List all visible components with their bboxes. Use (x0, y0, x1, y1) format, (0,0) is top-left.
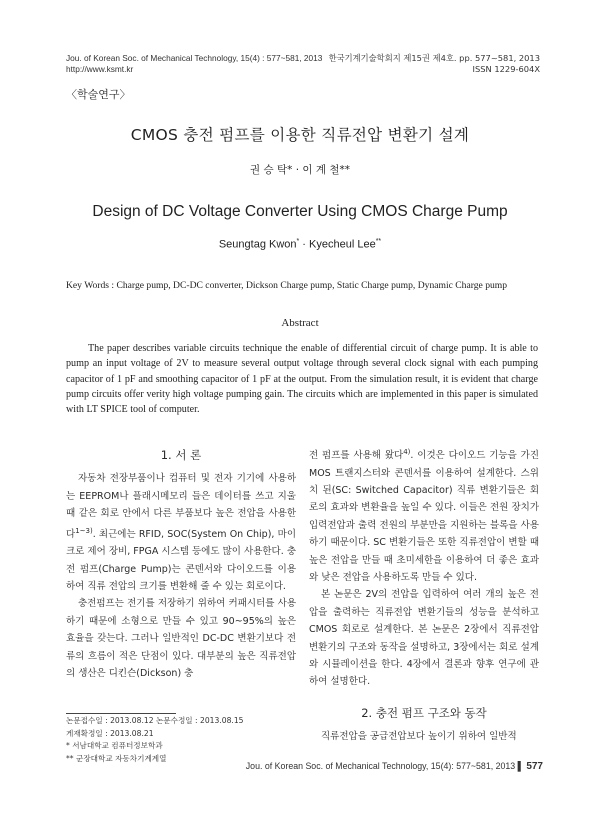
footnote-divider (66, 713, 176, 714)
left-column (66, 447, 296, 682)
issn: ISSN 1229-604X (472, 64, 540, 74)
right-column (309, 444, 539, 746)
author-1-mark: * (296, 238, 300, 245)
journal-header-right (329, 53, 540, 75)
footnote-dates: 논문접수일 : 2013.08.12 논문수정일 : 2013.08.15 (66, 716, 244, 725)
abstract-text: The paper describes variable circuits technique the enable of differential circuit of charge pump. It is able to pump an input voltage of 2V to measure several output voltage through several clock signal with each pumping capacitor of 1 pF and smoothing capacitor of 1 pF at the output. From the simulation result, it is evident that charge pump circuits offer verity high voltage pumping gain. The circuits which are implemented in this paper is simulated with LT SPICE tool of computer. (66, 343, 538, 416)
abstract-title: Abstract (281, 317, 319, 329)
author-2: Kyecheul Lee (309, 238, 376, 251)
paragraph: 직류전압을 공급전압보다 높이기 위하여 일반적 (321, 731, 517, 743)
section-tag: 〈학술연구〉 (66, 88, 131, 101)
authors-korean: 권 승 탁* · 이 계 철** (250, 164, 350, 176)
author-1: Seungtag Kwon (218, 238, 297, 251)
footnotes (66, 715, 244, 765)
authors-english (0, 238, 600, 251)
title-korean: CMOS 충전 펌프를 이용한 직류전압 변환기 설계 (130, 126, 470, 144)
author-separator: · (299, 238, 310, 251)
paragraph: 본 논문은 2V의 전압을 입력하여 여러 개의 높은 전압을 출력하는 직류전압 변환기들의 성능을 분석하고 CMOS 회로로 설계한다. 본 논문은 2장에서 직류전압 변환기의 구조와 동작을 설명하고, 3장에서는 회로 설계와 시뮬레이션을 한다. 4장에서 결론과 향후 연구에 관하여 설명한다. (309, 589, 539, 688)
footer-citation: Jou. of Korean Soc. of Mechanical Technology, 15(4): 577~581, 2013 (245, 761, 516, 771)
journal-citation: Jou. of Korean Soc. of Mechanical Technology, 15(4) : 577~581, 2013 (66, 53, 323, 63)
journal-citation-ko: 한국기계기술학회지 제15권 제4호. pp. 577~581, 2013 (328, 53, 540, 63)
section-heading-charge-pump: 2. 충전 펌프 구조와 동작 (361, 705, 487, 720)
page-footer (246, 761, 543, 772)
paragraph: 자동차 전장부품이나 컴퓨터 및 전자 기기에 사용하는 EEPROM나 플래시메모리 들은 데이터를 쓰고 지울 때 같은 회로 안에서 다른 부품보다 높은 전압을 사용한다$^{1\sim 3)}$. 최근에는 RFID, SOC(System On Chip), 마이크로 제어 장비, FPGA 시스템 등에도 많이 사용한다. 충전 펌프(Charge Pump)는 콘덴서와 다이오드를 이용하여 직류 전압의 크기를 변환해 줄 수 있는 회로이다. (66, 473, 296, 592)
footer-bar: ▌ (517, 761, 524, 771)
footnote-accepted: 게재확정일 : 2013.08.21 (66, 728, 154, 738)
section-heading-introduction: 1. 서 론 (160, 448, 202, 462)
reference-mark: 4) (403, 448, 411, 456)
author-2-mark: ** (375, 238, 382, 245)
reference-mark: 1~3) (75, 526, 93, 535)
page-number: 577 (526, 761, 543, 772)
journal-header-left (66, 53, 322, 75)
journal-url[interactable]: http://www.ksmt.kr (66, 64, 134, 74)
paragraph: 전 펌프를 사용해 왔다$^{4)}$. 이것은 다이오드 기능을 가진 MOS 트랜지스터와 콘덴서를 이용하여 설계한다. 스위치 된(SC: Switched Capacitor) 직류 변환기들은 회로의 효과와 변환율을 높일 수 있다. 이들은 전원 장치가 입력전압과 출력 전원의 부분만을 지원하는 블록을 사용하기 때문이다. SC 변환기들은 또한 직류전압이 변할 때 높은 전압을 만들 때 초미세한을 이용하여 더 좋은 효과와 낮은 전압을 사용하도록 만들 수 있다. (309, 448, 539, 583)
title-english: Design of DC Voltage Converter Using CMOS Charge Pump (92, 203, 508, 220)
keywords: Key Words : Charge pump, DC-DC converter, Dickson Charge pump, Static Charge pump, Dynamic Charge pump (66, 280, 508, 291)
footnote-affiliation-1: * 서남대학교 컴퓨터정보학과 (66, 741, 163, 751)
paragraph: 충전펌프는 전기를 저장하기 위하여 커패시터를 사용하기 때문에 소형으로 만들 수 있고 90~95%의 높은 효율을 갖는다. 그러나 일반적인 DC-DC 변환기보다 전류의 흐름이 적은 단점이 있다. 대부분의 높은 직류전압의 생산은 디킨슨(Dickson) 충 (66, 598, 296, 680)
footnote-affiliation-2: ** 군장대학교 자동차기계계열 (66, 753, 167, 763)
